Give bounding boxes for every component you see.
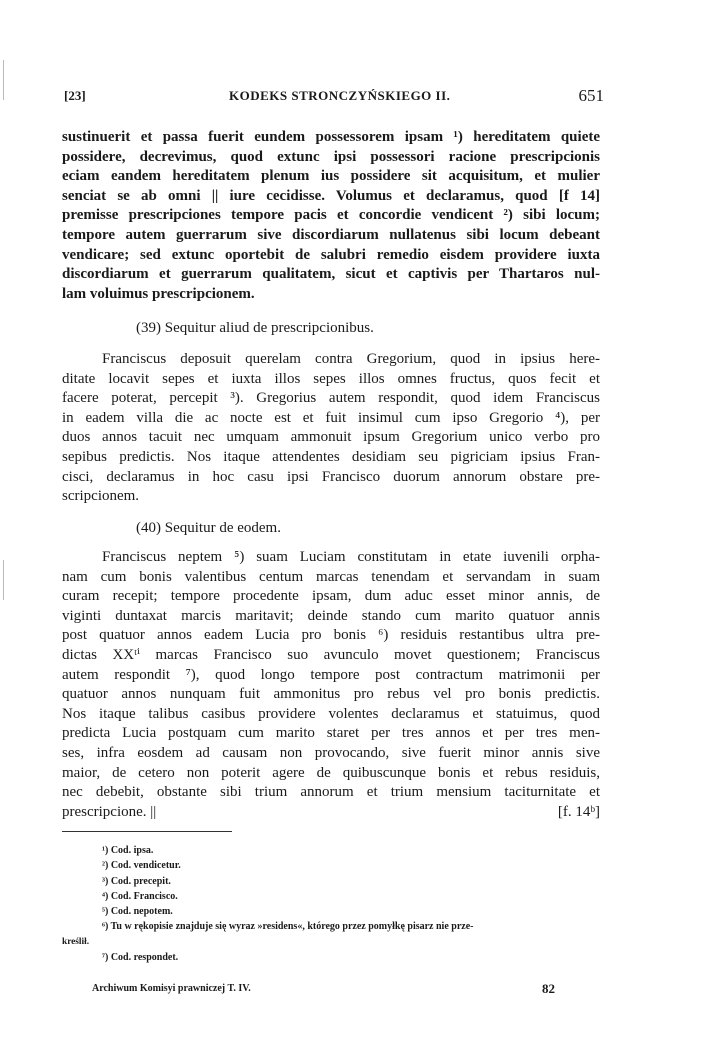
footnote: ¹) Cod. ipsa.	[102, 845, 154, 856]
text-line: possidere, decrevimus, quod extunc ipsi possessori racione prescripcionis	[62, 148, 600, 165]
text-line-final	[62, 803, 600, 823]
text-line: ses, infra eosdem ad causam non provocando, sive fuerit minor annis sive	[62, 744, 600, 761]
section-heading-39: (39) Sequitur aliud de prescripcionibus.	[136, 320, 374, 336]
text-line: lam voluimus prescripcionem.	[62, 285, 255, 302]
footnotes	[62, 843, 597, 965]
footnote: ²) Cod. vendicetur.	[102, 860, 181, 872]
text-line: scripcionem.	[62, 488, 140, 505]
footnote-divider	[62, 831, 232, 832]
paragraph-40	[62, 548, 600, 822]
text-line: predicta Lucia postquam cum marito staret per tres annos et per tres men-	[62, 725, 600, 742]
text-line: cisci, declaramus in hoc casu ipsi Francisco duorum annorum obstare pre-	[62, 468, 600, 485]
scan-edge-mark	[3, 560, 4, 600]
text-line: nam cum bonis valentibus centum marcas tenendam et servandam in suam	[62, 568, 600, 585]
text-line: maior, de cetero non poterit agere de quibuscunque bonis et rebus residuis,	[62, 764, 600, 781]
text-line: ditate locavit sepes et iuxta illos sepes illos omnes fructus, quos fecit et	[62, 370, 600, 387]
text-line: curam recepit; tempore procedente ipsam, dum aduc esset minor annis, de	[62, 588, 600, 605]
sheet-signature: 82	[542, 981, 555, 996]
text-line: in eadem villa die ac nocte est et fuit insimul cum ipso Gregorio ⁴), per	[62, 409, 600, 426]
text-line: sustinuerit et passa fuerit eundem possessorem ipsam ¹) hereditatem quiete	[62, 129, 600, 145]
text-line: dictas XXᵗⁱ marcas Francisco suo avunculo movet questionem; Franciscus	[62, 646, 600, 663]
section-heading-40: (40) Sequitur de eodem.	[136, 520, 281, 536]
footnote: ⁴) Cod. Francisco.	[102, 890, 178, 902]
text-line: prescripcione. ||	[62, 803, 157, 820]
footnote: ⁶) Tu w rękopisie znajduje się wyraz »residens«, którego przez pomyłkę pisarz nie prze-	[102, 921, 474, 933]
text-line: vendicare; sed extunc oportebit de salubri remedio eisdem providere iuxta	[62, 246, 600, 263]
page-number: 651	[578, 86, 604, 105]
scan-edge-mark	[3, 60, 4, 100]
text-line: tempore autem guerrarum sive discordiarum nullatenus sibi locum debeant	[62, 226, 600, 243]
footnote: ⁵) Cod. nepotem.	[102, 906, 173, 918]
paragraph-continued	[62, 128, 600, 304]
text-line: Franciscus deposuit querelam contra Gregorium, quod in ipsius here-	[102, 351, 600, 367]
text-line: duos annos tacuit nec umquam ammonuit ipsum Gregorium unico verbo pro	[62, 429, 600, 446]
paragraph-39	[62, 350, 600, 507]
text-line: post quatuor annos eadem Lucia pro bonis ⁶) residuis restantibus ultra pre-	[62, 627, 600, 644]
running-header	[64, 88, 604, 110]
text-line: Nos itaque talibus casibus providere volentes declaramus et statuimus, quod	[62, 705, 600, 722]
text-line: quatuor annos nunquam fuit ammonitus pro rebus vel pro bonis predictis.	[62, 686, 600, 703]
footer-series-title: Archiwum Komisyi prawniczej T. IV.	[92, 983, 251, 994]
page-footer	[92, 983, 555, 994]
footnote: ⁷) Cod. respondet.	[102, 952, 179, 964]
text-line: discordiarum et guerrarum qualitatem, sicut et captivis per Thartaros nul-	[62, 266, 600, 283]
text-line: sepibus predictis. Nos itaque attendentes desidiam seu pigriciam ipsius Fran-	[62, 448, 600, 465]
text-line: viginti duntaxat marcis maritavit; deinde stando cum marito quatuor annis	[62, 607, 600, 624]
header-section-ref: [23]	[64, 88, 86, 103]
text-line: nec debebit, obstante sibi trium annorum et trium mensium taciturnitate et	[62, 784, 600, 801]
text-line: eciam eandem hereditatem plenum ius possidere sit acquisitum, et mulier	[62, 168, 600, 185]
header-title: KODEKS STRONCZYŃSKIEGO II.	[229, 88, 451, 103]
text-line: autem respondit ⁷), quod longo tempore post contractum matrimonii per	[62, 666, 600, 683]
footnote-continuation: kreślił.	[62, 936, 90, 947]
footnote: ³) Cod. precepit.	[102, 875, 171, 887]
text-line: senciat se ab omni || iure cecidisse. Volumus et declaramus, quod [f 14]	[62, 187, 600, 204]
text-line: premisse prescripciones tempore pacis et concordie vendicent ²) sibi locum;	[62, 207, 600, 224]
text-line: Franciscus neptem ⁵) suam Luciam constitutam in etate iuvenili orpha-	[102, 549, 600, 565]
folio-reference: [f. 14ᵇ]	[557, 803, 600, 820]
text-line: facere poterat, percepit ³). Gregorius autem respondit, quod idem Franciscus	[62, 390, 600, 407]
